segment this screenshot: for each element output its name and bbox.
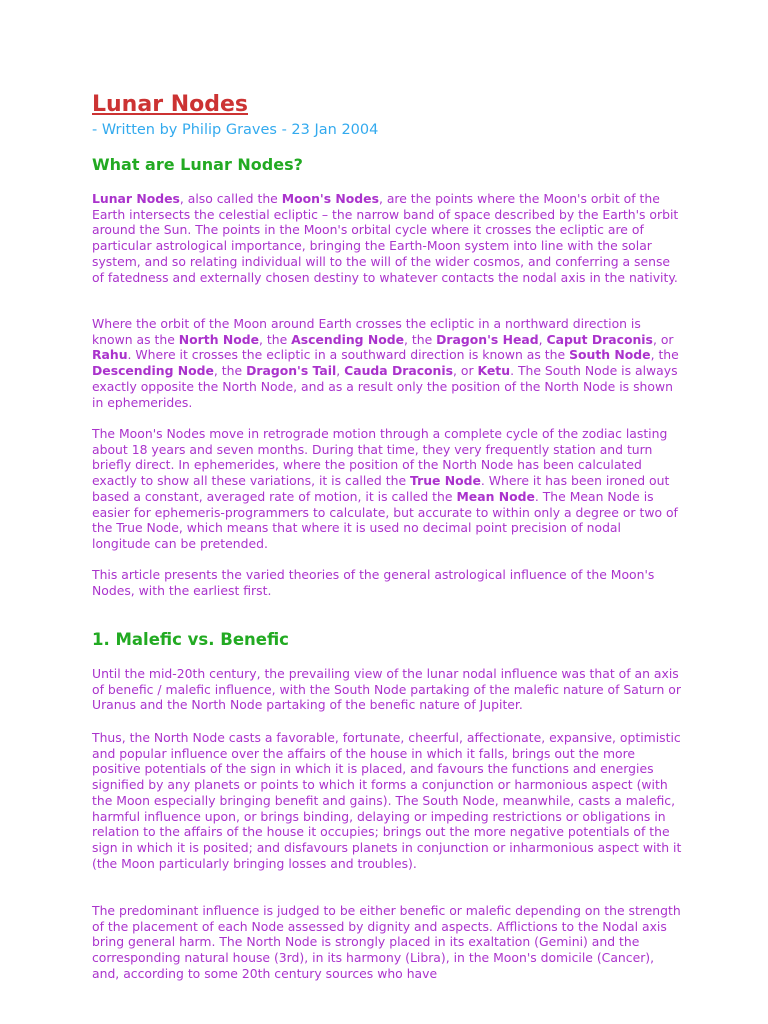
paragraph: Lunar Nodes, also called the Moon's Nodes, are the points where the Moon's orbit of the Earth intersects the celestial ecliptic – the narrow band of space described by the Earth's orbit around the Sun. The points in the Moon's orbital cycle where it crosses the ecliptic are of particular astrological importance, bringing the Earth-Moon system into line with the solar system, and so relating individual will to the will of the wider cosmos, and conferring a sense of fatedness and externally chosen destiny to whatever contacts the nodal axis in the nativity.: [92, 191, 679, 285]
paragraph: The predominant influence is judged to be either benefic or malefic depending on the strength of the placement of each Node assessed by dignity and aspects. Afflictions to the Nodal axis bring general harm. The North Node is strongly placed in its exaltation (Gemini) and the corresponding natural house (3rd), in its harmony (Libra), in the Moon's domicile (Cancer), and, according to some 20th century sources who have: [92, 903, 681, 981]
bold-term: Descending Node: [92, 363, 214, 379]
bold-term: Rahu: [92, 347, 128, 363]
section-heading-malefic-vs-benefic: 1. Malefic vs. Benefic: [92, 630, 289, 649]
bold-term: South Node: [569, 347, 651, 363]
bold-term: Cauda Draconis: [344, 363, 454, 379]
bold-term: Dragon's Head: [436, 331, 539, 347]
bold-term: Ascending Node: [291, 331, 404, 347]
bold-term: Moon's Nodes: [281, 191, 379, 206]
paragraph: Thus, the North Node casts a favorable, fortunate, cheerful, affectionate, expansive, optimistic and popular influence over the affairs of the house in which it falls, brings out the more positive potentials of the sign in which it is placed, and favours the functions and energies signified by any planets or points to which it forms a conjunction or harmonious aspect (with the Moon especially bringing benefit and gains). The South Node, meanwhile, casts a malefic, harmful influence upon, or brings binding, delaying or impeding restrictions or obligations in relation to the affairs of the house it occupies; brings out the more negative potentials of the sign in which it is posited; and disfavours planets in conjunction or inharmonious aspect with it (the Moon particularly bringing losses and troubles).: [92, 730, 682, 871]
bold-term: Mean Node: [456, 488, 535, 504]
bold-term: Caput Draconis: [546, 331, 653, 347]
bold-term: Ketu: [477, 363, 511, 379]
paragraph: The Moon's Nodes move in retrograde motion through a complete cycle of the zodiac lasting about 18 years and seven months. During that time, they very frequently station and turn briefly direct. In ephemerides, where the position of the North Node has been calculated exactly to show all these variations, it is called the True Node. Where it has been ironed out based a constant, averaged rate of motion, it is called the Mean Node. The Mean Node is easier for ephemeris-programmers to calculate, but accurate to within only a degree or two of the True Node, which means that where it is used no decimal point precision of nodal longitude can be pretended.: [92, 426, 678, 551]
bold-term: North Node: [178, 331, 260, 347]
section-heading-what-are-lunar-nodes: What are Lunar Nodes?: [92, 155, 303, 174]
paragraph: Where the orbit of the Moon around Earth crosses the ecliptic in a northward direction is known as the North Node, the Ascending Node, the Dragon's Head, Caput Draconis, or Rahu. Where it crosses the ecliptic in a southward direction is known as the South Node, the Descending Node, the Dragon's Tail, Cauda Draconis, or Ketu. The South Node is always exactly opposite the North Node, and as a result only the position of the North Node is shown in ephemerides.: [92, 316, 679, 410]
bold-term: True Node: [410, 473, 481, 489]
bold-term: Dragon's Tail: [246, 363, 337, 379]
article-byline: - Written by Philip Graves - 23 Jan 2004: [92, 122, 379, 138]
article-title: Lunar Nodes: [92, 92, 248, 117]
paragraph: This article presents the varied theories of the general astrological influence of the Moon's Nodes, with the earliest first.: [92, 567, 655, 598]
bold-term: Lunar Nodes: [92, 191, 180, 206]
paragraph: Until the mid-20th century, the prevailing view of the lunar nodal influence was that of an axis of benefic / malefic influence, with the South Node partaking of the malefic nature of Saturn or Uranus and the North Node partaking of the benefic nature of Jupiter.: [92, 666, 681, 713]
